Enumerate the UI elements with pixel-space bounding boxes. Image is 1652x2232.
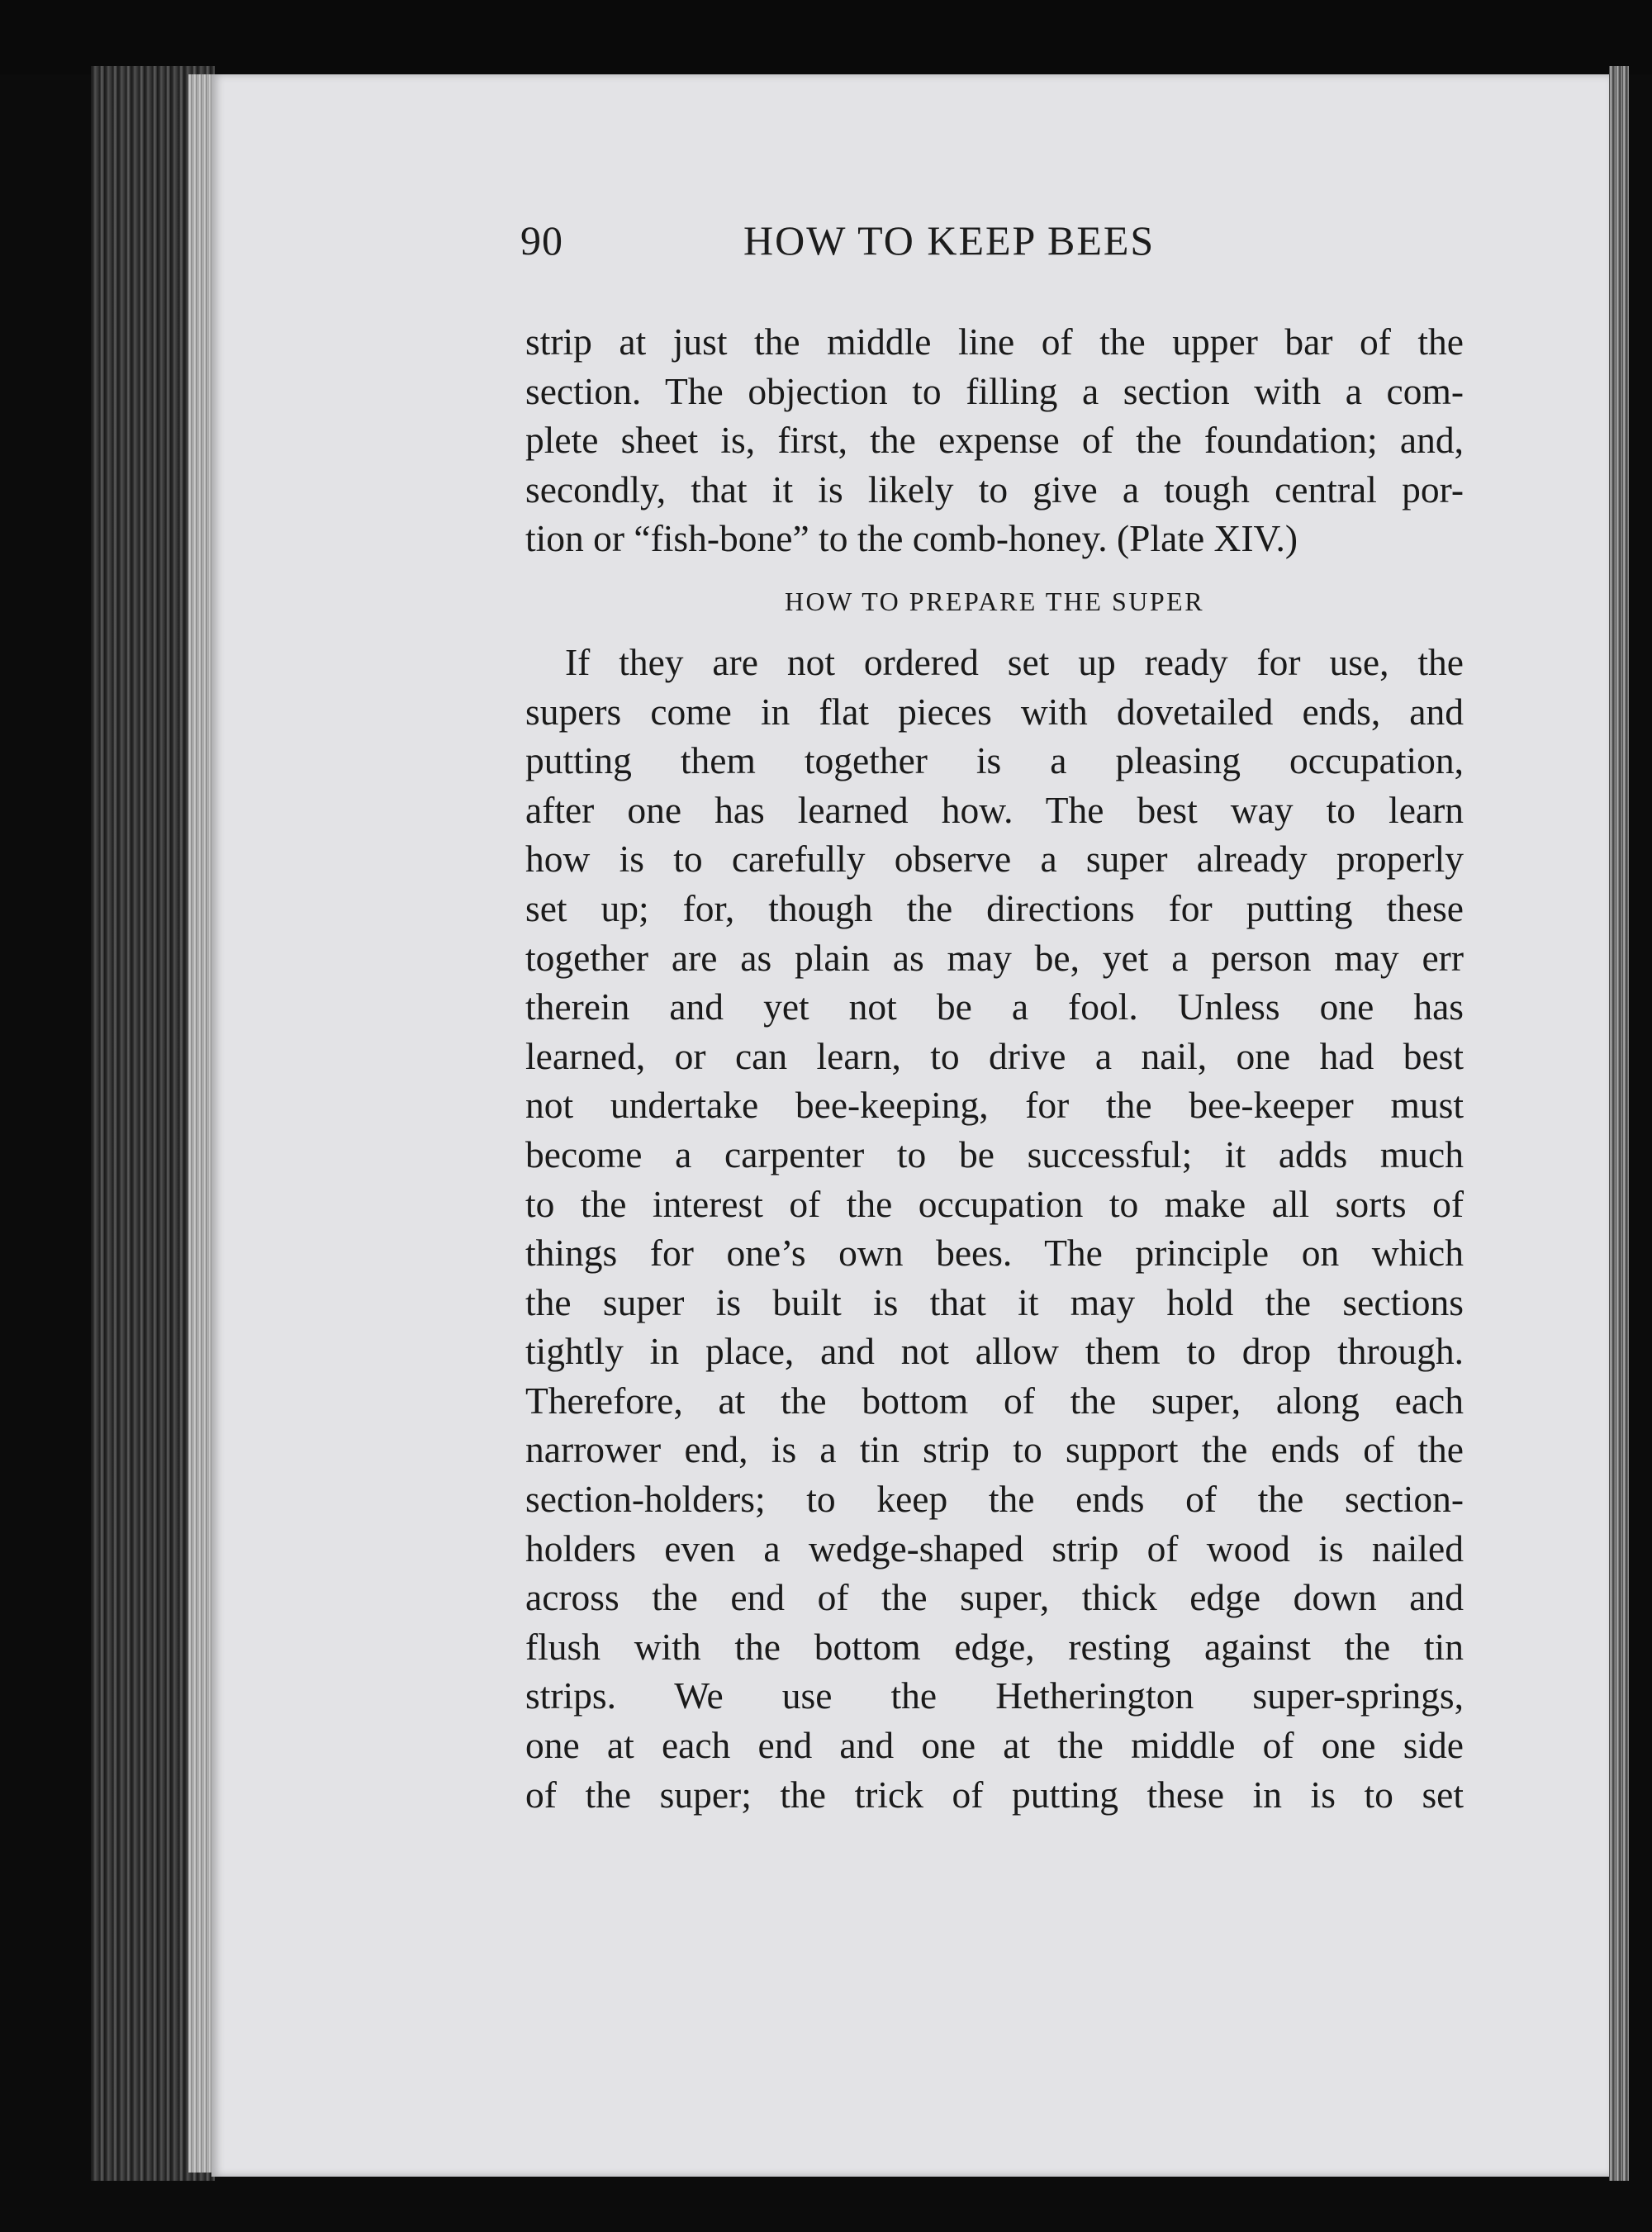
text-line: section-holders; to keep the ends of the section- bbox=[525, 1478, 1464, 1521]
text-line: Therefore, at the bottom of the super, along each bbox=[525, 1379, 1464, 1422]
paragraph-2 bbox=[525, 638, 1464, 1819]
text-line: tightly in place, and not allow them to drop through. bbox=[525, 1330, 1464, 1373]
text-line: holders even a wedge-shaped strip of wood is nailed bbox=[525, 1527, 1464, 1570]
text-line: narrower end, is a tin strip to support the ends of the bbox=[525, 1428, 1464, 1471]
text-line: If they are not ordered set up ready for use, the bbox=[565, 640, 1464, 683]
body-text bbox=[525, 317, 1464, 1819]
page-title: HOW TO KEEP BEES bbox=[743, 217, 1156, 264]
text-line: section. The objection to filling a section with a com- bbox=[525, 369, 1464, 412]
text-line: after one has learned how. The best way to learn bbox=[525, 788, 1464, 831]
text-line: become a carpenter to be successful; it adds much bbox=[525, 1133, 1464, 1175]
text-line: one at each end and one at the middle of one side bbox=[525, 1724, 1464, 1767]
text-line: secondly, that it is likely to give a tough central por- bbox=[525, 468, 1464, 511]
page-number: 90 bbox=[520, 217, 563, 264]
text-line: flush with the bottom edge, resting against the tin bbox=[525, 1625, 1464, 1668]
text-line: of the super; the trick of putting these in is to set bbox=[525, 1773, 1464, 1816]
page-edges-left bbox=[188, 74, 211, 2173]
text-line: strips. We use the Hetherington super-springs, bbox=[525, 1674, 1464, 1717]
text-line: therein and yet not be a fool. Unless one has bbox=[525, 985, 1464, 1028]
text-line: strip at just the middle line of the upper bar of the bbox=[525, 321, 1464, 363]
text-line: learned, or can learn, to drive a nail, one had best bbox=[525, 1034, 1464, 1077]
text-line: things for one’s own bees. The principle on which bbox=[525, 1232, 1464, 1275]
text-line: set up; for, though the directions for putting these bbox=[525, 886, 1464, 929]
text-line: across the end of the super, thick edge down and bbox=[525, 1576, 1464, 1619]
text-line: the super is built is that it may hold the sections bbox=[525, 1280, 1464, 1323]
section-heading: HOW TO PREPARE THE SUPER bbox=[784, 586, 1205, 616]
scan-background bbox=[0, 0, 1652, 74]
running-head bbox=[311, 216, 1467, 283]
text-line: tion or “fish-bone” to the comb-honey. (Plate XIV.) bbox=[525, 517, 1298, 560]
text-line: how is to carefully observe a super already properly bbox=[525, 838, 1464, 881]
text-line: putting them together is a pleasing occupation, bbox=[525, 739, 1464, 782]
paragraph-1 bbox=[525, 317, 1464, 563]
text-line: together are as plain as may be, yet a person may err bbox=[525, 936, 1464, 979]
text-line: supers come in flat pieces with dovetailed ends, and bbox=[525, 690, 1464, 733]
page-edges-right bbox=[1609, 66, 1629, 2181]
text-line: not undertake bee-keeping, for the bee-keeper must bbox=[525, 1084, 1464, 1127]
text-line: to the interest of the occupation to make all sorts of bbox=[525, 1182, 1464, 1225]
text-line: plete sheet is, first, the expense of the foundation; and, bbox=[525, 419, 1464, 462]
